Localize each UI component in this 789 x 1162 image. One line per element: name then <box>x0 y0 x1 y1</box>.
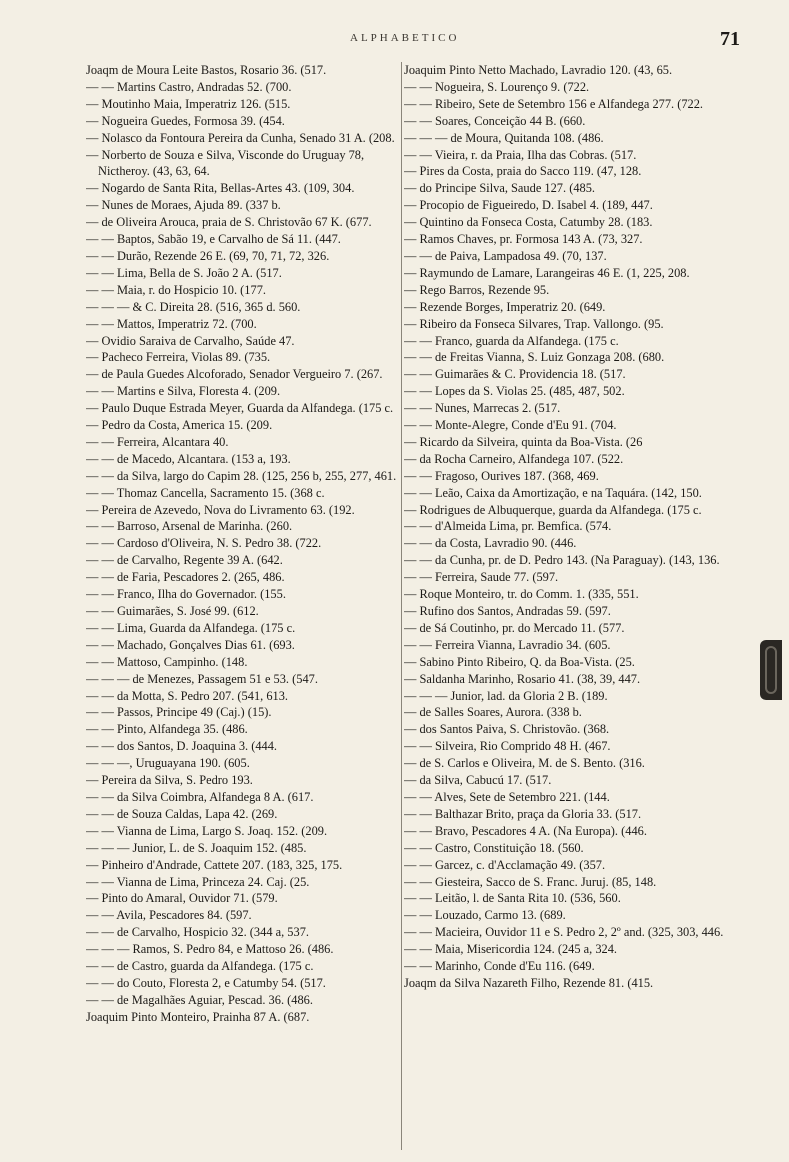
directory-entry: — — Pinto, Alfandega 35. (486. <box>86 722 248 737</box>
directory-entry: — Pedro da Costa, America 15. (209. <box>86 418 273 433</box>
directory-entry: — — Thomaz Cancella, Sacramento 15. (368 c. <box>86 485 325 500</box>
directory-entry: — — Alves, Sete de Setembro 221. (144. <box>404 789 610 804</box>
directory-entry: — — Lopes da S. Violas 25. (485, 487, 502. <box>404 384 625 399</box>
directory-entry: — — de Faria, Pescadores 2. (265, 486. <box>86 570 285 585</box>
directory-entry: — — Guimarães, S. José 99. (612. <box>86 604 259 618</box>
directory-entry: — — Martins Castro, Andradas 52. (700. <box>86 79 292 94</box>
directory-entry: — — Balthazar Brito, praça da Gloria 33. (517. <box>404 806 642 821</box>
directory-entry: — Rezende Borges, Imperatriz 20. (649. <box>404 299 606 314</box>
directory-entry: — — Leão, Caixa da Amortização, e na Taquára. (142, 150. <box>404 485 702 500</box>
directory-entry: — — da Silva, largo do Capim 28. (125, 256 b, 255, 277, 461. <box>86 468 397 483</box>
directory-entry: — — Bravo, Pescadores 4 A. (Na Europa). (446. <box>404 823 647 838</box>
directory-entry: — — Ferreira Vianna, Lavradio 34. (605. <box>404 637 611 652</box>
directory-entry: — — Louzado, Carmo 13. (689. <box>404 908 566 923</box>
directory-entry: — — da Costa, Lavradio 90. (446. <box>404 536 577 551</box>
directory-entry: — Norberto de Souza e Silva, Visconde do Uruguay 78, Nictheroy. (43, 63, 64. <box>86 147 365 179</box>
directory-entry: — — Mattoso, Campinho. (148. <box>86 654 248 669</box>
directory-entry: — — dos Santos, D. Joaquina 3. (444. <box>86 739 278 754</box>
directory-entry: — — — Ramos, S. Pedro 84, e Mattoso 26. (486. <box>86 942 334 957</box>
directory-entry: — — da Cunha, pr. de D. Pedro 143. (Na Paraguay). (143, 136. <box>404 553 720 568</box>
directory-entry: — Rego Barros, Rezende 95. <box>404 282 550 297</box>
directory-entry: — — Vianna de Lima, Largo S. Joaq. 152. (209. <box>86 823 328 838</box>
running-head: ALPHABETICO <box>350 32 460 44</box>
directory-entry: — Roque Monteiro, tr. do Comm. 1. (335, 551. <box>404 587 639 602</box>
directory-entry: — Nunes de Moraes, Ajuda 89. (337 b. <box>86 198 281 213</box>
directory-entry: — de Sá Coutinho, pr. do Mercado 11. (577. <box>404 620 625 635</box>
directory-entry: — — Guimarães & C. Providencia 18. (517. <box>404 367 626 382</box>
directory-entry: — de Oliveira Arouca, praia de S. Christovão 67 K. (677. <box>86 215 372 230</box>
directory-entry: — — de Freitas Vianna, S. Luiz Gonzaga 208. (680. <box>404 350 665 365</box>
directory-entry: — — Mattos, Imperatriz 72. (700. <box>86 316 257 331</box>
directory-entry: — Pinheiro d'Andrade, Cattete 207. (183, 325, 175. <box>86 857 343 872</box>
directory-entry: — — — & C. Direita 28. (516, 365 d. 560. <box>86 299 301 314</box>
directory-entry: — Nogardo de Santa Rita, Bellas-Artes 43. (109, 304. <box>86 181 355 196</box>
directory-entry: — Ovidio Saraiva de Carvalho, Saúde 47. <box>86 333 295 348</box>
directory-entry: — — Castro, Constituição 18. (560. <box>404 840 584 855</box>
page-header <box>80 28 740 52</box>
directory-entry: — Raymundo de Lamare, Larangeiras 46 E. (1, 225, 208. <box>404 265 690 280</box>
directory-entry: — — Nunes, Marrecas 2. (517. <box>404 401 561 416</box>
clip-ring <box>765 646 777 694</box>
directory-entry: Joaquim Pinto Monteiro, Prainha 87 A. (687. <box>86 1009 310 1024</box>
column-divider <box>401 62 402 1150</box>
directory-entry: — Pereira da Silva, S. Pedro 193. <box>86 773 253 788</box>
directory-entry: — Pacheco Ferreira, Violas 89. (735. <box>86 350 271 365</box>
directory-entry: — — de Souza Caldas, Lapa 42. (269. <box>86 806 278 821</box>
directory-entry: — — d'Almeida Lima, pr. Bemfica. (574. <box>404 519 612 534</box>
directory-entry: — — Garcez, c. d'Acclamação 49. (357. <box>404 857 606 872</box>
directory-entry: — Rufino dos Santos, Andradas 59. (597. <box>404 604 611 618</box>
directory-entry: — Saldanha Marinho, Rosario 41. (38, 39, 447. <box>404 671 641 686</box>
directory-entry: — Nolasco da Fontoura Pereira da Cunha, Senado 31 A. (208. <box>86 130 395 145</box>
directory-entry: — — — de Menezes, Passagem 51 e 53. (547. <box>86 671 318 686</box>
directory-entry: — — do Couto, Floresta 2, e Catumby 54. (517. <box>86 975 326 990</box>
directory-entry: — Pereira de Azevedo, Nova do Livramento 63. (192. <box>86 502 355 517</box>
directory-entry: — — Monte-Alegre, Conde d'Eu 91. (704. <box>404 418 617 433</box>
directory-entry: — Procopio de Figueiredo, D. Isabel 4. (189, 447. <box>404 198 653 213</box>
binding-clip-icon <box>760 640 782 700</box>
directory-entry: — — Machado, Gonçalves Dias 61. (693. <box>86 637 295 652</box>
directory-entry: Joaquim Pinto Netto Machado, Lavradio 120. (43, 65. <box>404 63 673 77</box>
directory-entry: — — Baptos, Sabão 19, e Carvalho de Sá 11. (447. <box>86 232 341 247</box>
directory-entry: — — Fragoso, Ourives 187. (368, 469. <box>404 468 599 483</box>
directory-entry: — — Giesteira, Sacco de S. Franc. Juruj. (85, 148. <box>404 874 657 889</box>
directory-entry: — dos Santos Paiva, S. Christovão. (368. <box>404 722 610 737</box>
directory-entry: — — Vianna de Lima, Princeza 24. Caj. (25. <box>86 874 310 889</box>
right-column <box>404 62 724 992</box>
directory-entry: — — Silveira, Rio Comprido 48 H. (467. <box>404 739 611 754</box>
directory-entry: — — — Junior, lad. da Gloria 2 B. (189. <box>404 688 608 703</box>
directory-entry: — da Rocha Carneiro, Alfandega 107. (522. <box>404 451 624 466</box>
directory-entry: — Moutinho Maia, Imperatriz 126. (515. <box>86 96 291 111</box>
directory-entry: — Ribeiro da Fonseca Silvares, Trap. Vallongo. (95. <box>404 316 664 331</box>
directory-entry: — Nogueira Guedes, Formosa 39. (454. <box>86 113 285 128</box>
directory-entry: Joaqm da Silva Nazareth Filho, Rezende 81. (415. <box>404 975 654 990</box>
directory-entry: — Pinto do Amaral, Ouvidor 71. (579. <box>86 891 278 906</box>
directory-entry: — — de Paiva, Lampadosa 49. (70, 137. <box>404 248 607 263</box>
directory-entry: — — — de Moura, Quitanda 108. (486. <box>404 130 604 145</box>
directory-entry: — — Lima, Bella de S. João 2 A. (517. <box>86 265 282 280</box>
directory-entry: — — Nogueira, S. Lourenço 9. (722. <box>404 79 590 94</box>
directory-entry: — — Ribeiro, Sete de Setembro 156 e Alfandega 277. (722. <box>404 96 704 111</box>
directory-entry: — — da Motta, S. Pedro 207. (541, 613. <box>86 688 289 703</box>
directory-entry: — Ramos Chaves, pr. Formosa 143 A. (73, 327. <box>404 232 643 247</box>
directory-entry: — — Lima, Guarda da Alfandega. (175 c. <box>86 620 296 635</box>
directory-entry: Joaqm de Moura Leite Bastos, Rosario 36. (517. <box>86 63 327 77</box>
directory-entry: — da Silva, Cabucú 17. (517. <box>404 773 552 788</box>
directory-entry: — Ricardo da Silveira, quinta da Boa-Vista. (26 <box>404 434 643 449</box>
directory-entry: — — Durão, Rezende 26 E. (69, 70, 71, 72, 326. <box>86 248 330 263</box>
directory-entry: — Paulo Duque Estrada Meyer, Guarda da Alfandega. (175 c. <box>86 401 394 416</box>
directory-entry: — — Marinho, Conde d'Eu 116. (649. <box>404 959 595 974</box>
directory-entry: — — Barroso, Arsenal de Marinha. (260. <box>86 519 293 534</box>
directory-entry: — — Maia, r. do Hospicio 10. (177. <box>86 282 266 297</box>
directory-entry: — — de Carvalho, Regente 39 A. (642. <box>86 553 283 568</box>
directory-entry: — — — Junior, L. de S. Joaquim 152. (485. <box>86 840 307 855</box>
directory-entry: — Quintino da Fonseca Costa, Catumby 28. (183. <box>404 215 653 230</box>
directory-entry: — — Franco, Ilha do Governador. (155. <box>86 587 286 602</box>
directory-entry: — Pires da Costa, praia do Sacco 119. (47, 128. <box>404 164 642 179</box>
left-column <box>86 62 406 1026</box>
directory-entry: — — de Carvalho, Hospicio 32. (344 a, 537. <box>86 925 309 940</box>
directory-entry: — Sabino Pinto Ribeiro, Q. da Boa-Vista. (25. <box>404 654 635 669</box>
directory-entry: — — —, Uruguayana 190. (605. <box>86 756 250 771</box>
directory-entry: — — Cardoso d'Oliveira, N. S. Pedro 38. (722. <box>86 536 322 551</box>
directory-entry: — — Martins e Silva, Floresta 4. (209. <box>86 384 281 399</box>
directory-entry: — de Paula Guedes Alcoforado, Senador Vergueiro 7. (267. <box>86 367 383 382</box>
directory-entry: — — Soares, Conceição 44 B. (660. <box>404 113 586 128</box>
directory-entry: — — Franco, guarda da Alfandega. (175 c. <box>404 333 619 348</box>
page-number: 71 <box>720 28 740 50</box>
directory-entry: — — Leitão, l. de Santa Rita 10. (536, 560. <box>404 891 621 906</box>
directory-entry: — — Vieira, r. da Praia, Ilha das Cobras. (517. <box>404 147 637 162</box>
directory-entry: — — de Castro, guarda da Alfandega. (175 c. <box>86 959 314 974</box>
directory-entry: — — da Silva Coimbra, Alfandega 8 A. (617. <box>86 789 314 804</box>
directory-entry: — Rodrigues de Albuquerque, guarda da Alfandega. (175 c. <box>404 502 702 517</box>
directory-entry: — — Passos, Principe 49 (Caj.) (15). <box>86 705 272 720</box>
directory-entry: — — Ferreira, Saude 77. (597. <box>404 570 559 585</box>
directory-entry: — — Avila, Pescadores 84. (597. <box>86 908 252 923</box>
directory-entry: — — Maia, Misericordia 124. (245 a, 324. <box>404 942 618 957</box>
directory-entry: — — de Magalhães Aguiar, Pescad. 36. (486. <box>86 992 313 1007</box>
directory-entry: — do Principe Silva, Saude 127. (485. <box>404 181 596 196</box>
directory-entry: — — Macieira, Ouvidor 11 e S. Pedro 2, 2º and. (325, 303, 446. <box>404 925 724 940</box>
directory-entry: — de Salles Soares, Aurora. (338 b. <box>404 705 582 720</box>
directory-entry: — de S. Carlos e Oliveira, M. de S. Bento. (316. <box>404 756 645 771</box>
directory-entry: — — de Macedo, Alcantara. (153 a, 193. <box>86 451 291 466</box>
directory-entry: — — Ferreira, Alcantara 40. <box>86 434 229 449</box>
